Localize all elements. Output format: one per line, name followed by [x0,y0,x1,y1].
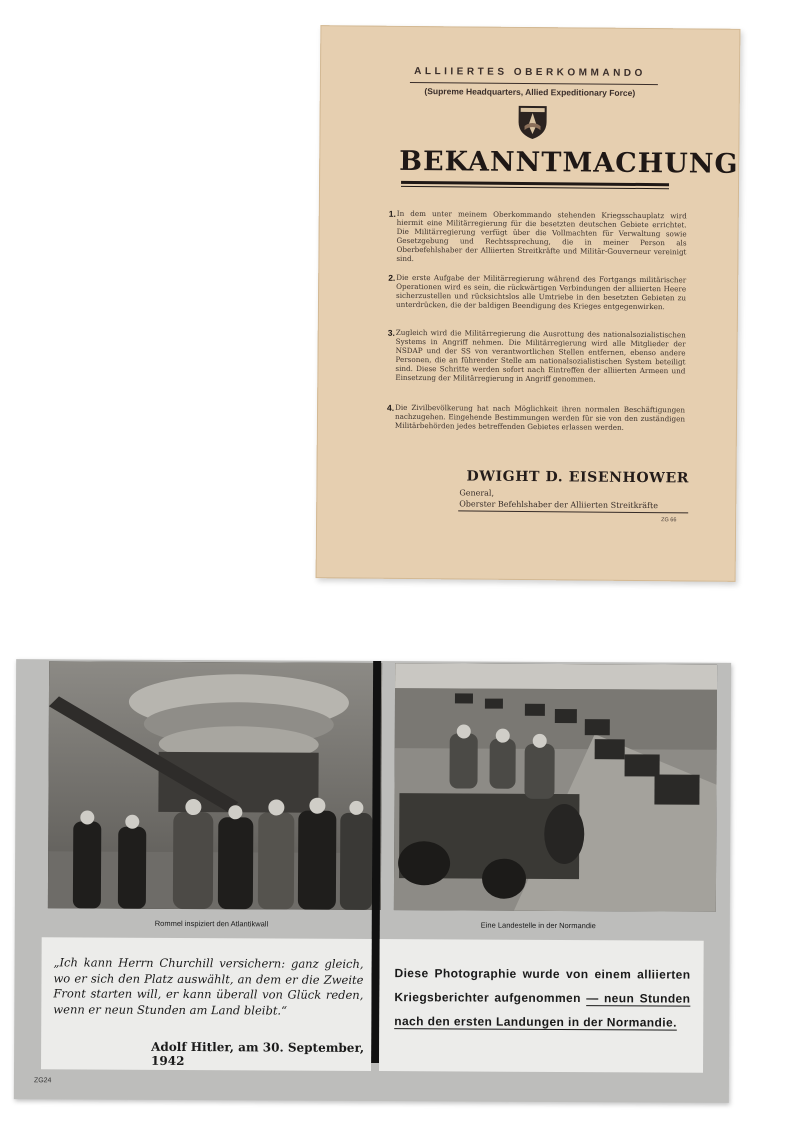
paragraph-number: 4. [387,402,395,413]
paragraph-number: 2. [388,272,396,283]
proclamation-title: BEKANNTMACHUNG [399,145,739,180]
photo-left-caption: Rommel inspiziert den Atlantikwall [154,918,269,929]
paragraph-4 [387,402,686,433]
signer-rule [458,510,688,513]
photo-info-box [379,939,704,1073]
photo-info-plain: Diese Photographie wurde von einem alliierten Kriegsberichter aufgenommen [394,966,691,1006]
paragraph-text: In dem unter meinem Oberkommando stehenden Kriegsschauplatz wird hiermit eine Militärregierung für die besetzten deutschen Gebiete errichtet. Die Militärregierung verfügt über die Vollmachten für Verwaltung sowie Gesetzgebung und Rechtssprechung, die in meiner Person als Oberbefehlshaber der Alliierten Streitkräfte und Militär-Gouverneur vereinigt sind. [396,208,687,263]
hq-title-rule [410,82,658,85]
normandy-landing-photo-image [394,663,717,912]
title-rule-thin [401,186,669,189]
paragraph-text: Die erste Aufgabe der Militärregierung während des Fortgangs militärischer Operationen wird es sein, die rückwärtigen Verbindungen der alliierten Heere sicherzustellen und rücksichtslos alle Umtriebe in den besetzten Gebieten zu unterdrücken, die der baldigen Beendigung des Krieges entgegenwirken. [395,272,687,311]
shaef-shoulder-patch-icon [516,100,548,140]
paragraph-number: 1. [388,208,396,219]
photo-leaflet [14,659,731,1103]
leaflet-code: ZG 66 [661,517,677,524]
rommel-inspection-photo-image [48,661,382,910]
paragraph-3 [387,327,686,385]
rommel-inspection-photo [48,661,382,910]
paragraph-text: Zugleich wird die Militärregierung die Ausrottung des nationalsozialistischen Systems in Angriff nehmen. Die Militärregierung wird alle Mitglieder der NSDAP und der SS von verantwortlichen Stellen entfernen, ebenso andere Personen, die an führender Stelle am nationalsozialistischen System beteiligt sind. Diese Schritte werden sofort nach Eintreffen der alliierten Armeen und Einsetzung der Militärregierung in Angriff genommen. [395,327,686,384]
photo-info-underlined: — neun Stunden nach den ersten Landungen in der Normandie. [394,991,691,1030]
signer-title: Oberster Befehlshaber der Alliierten Streitkräfte [459,499,659,511]
hq-title: ALLIIERTES OBERKOMMANDO [414,65,646,80]
paragraph-text: Die Zivilbevölkerung hat nach Möglichkeit ihren normalen Beschäftigungen nachzugehen. Eingehende Bestimmungen werden für sie von den zuständigen Militärbehörden jedes betreffenden Gebietes erlassen werden. [394,402,686,432]
paragraph-2 [388,272,687,312]
leaflet-code: ZG24 [33,1077,52,1085]
hq-subtitle: (Supreme Headquarters, Allied Expeditionary Force) [424,86,636,98]
normandy-landing-photo [394,663,717,912]
signer-name: DWIGHT D. EISENHOWER [466,468,690,487]
quote-author: Adolf Hitler, am 30. September, 1942 [151,1039,365,1069]
hitler-quote-box [41,937,372,1071]
photo-info-text [394,961,690,1035]
hitler-quote: „Ich kann Herrn Churchill versichern: ganz gleich, wo er sich den Platz auswählt, an dem er die Zweite Front starten will, er kann überall von Glück reden, wenn er neun Stunden am Land bleibt.“ [53,955,364,1018]
proclamation-leaflet [316,25,741,582]
paragraph-1 [388,208,687,266]
signer-rank: General, [459,488,495,498]
photo-right-caption: Eine Landestelle in der Normandie [480,920,596,931]
paragraph-number: 3. [387,327,395,338]
